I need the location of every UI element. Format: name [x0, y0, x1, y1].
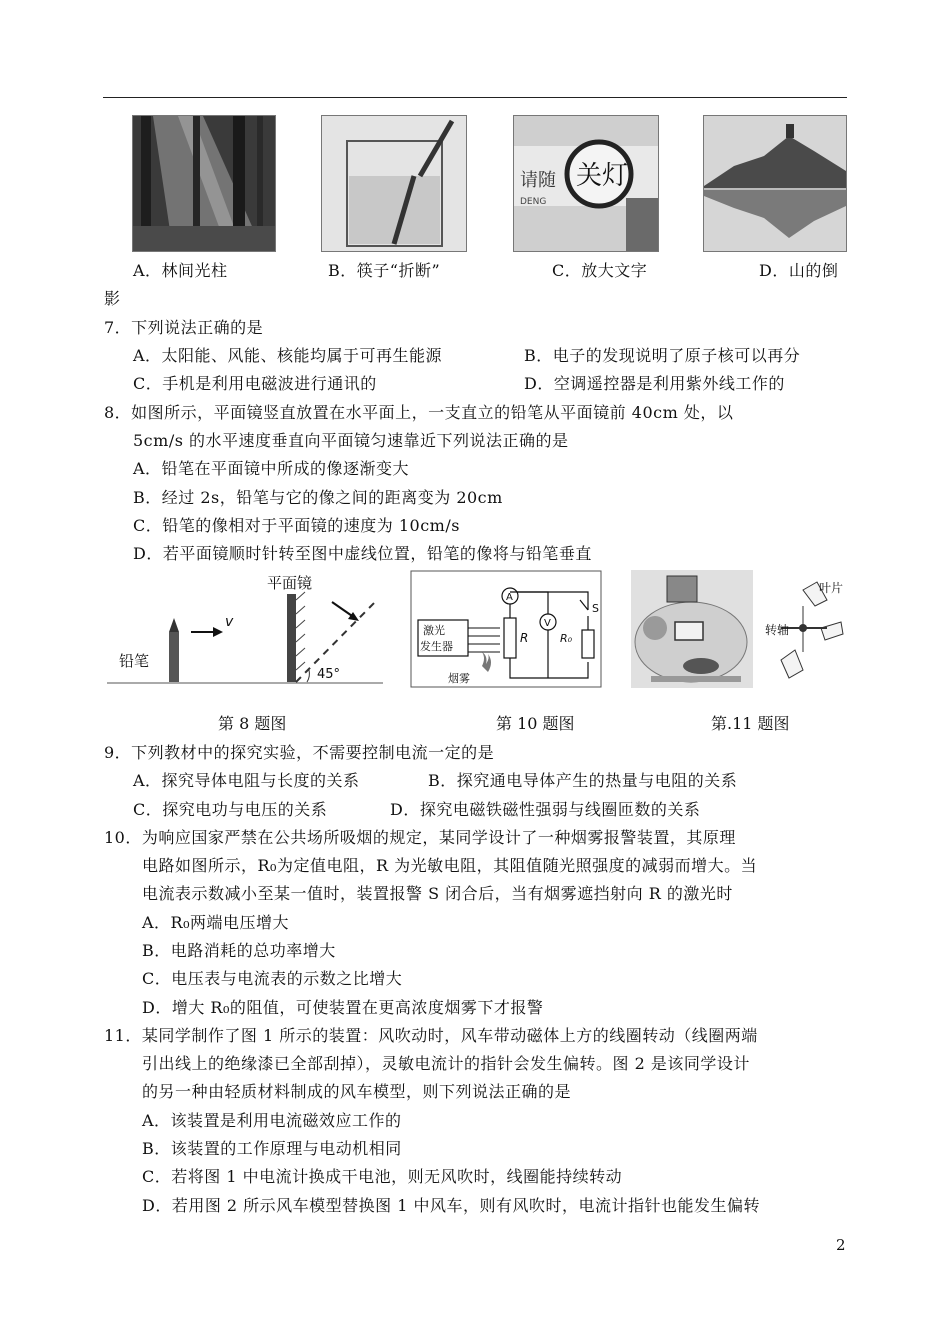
q11-option-c: C．若将图 1 中电流计换成干电池，则无风吹时，线圈能持续转动 — [142, 1167, 623, 1186]
page-number: 2 — [836, 1236, 846, 1254]
q8-option-a: A．铅笔在平面镜中所成的像逐渐变大 — [133, 459, 410, 478]
caption-fig8: 第 8 题图 — [218, 714, 287, 733]
q11-stem-1: 11．某同学制作了图 1 所示的装置：风吹动时，风车带动磁体上方的线圈转动（线圈两端 — [104, 1026, 758, 1045]
q6-option-b: B．筷子“折断” — [328, 261, 441, 280]
q11-option-d: D．若用图 2 所示风车模型替换图 1 中风车，则有风吹时，电流计指针也能发生偏转 — [142, 1196, 761, 1215]
fig8-mirror-label: 平面镜 — [267, 574, 313, 592]
q11-option-a: A．该装置是利用电流磁效应工作的 — [142, 1111, 402, 1130]
q9-option-c: C．探究电功与电压的关系 — [133, 800, 328, 819]
q11-option-b: B．该装置的工作原理与电动机相同 — [142, 1139, 402, 1158]
q7-option-a: A．太阳能、风能、核能均属于可再生能源 — [133, 346, 443, 365]
header-rule — [103, 97, 847, 98]
q6-option-d: D．山的倒 — [759, 261, 839, 280]
fig11-shaft-label: 转轴 — [765, 623, 790, 637]
sign-pinyin-text: DENG — [520, 197, 547, 207]
fig10-smoke-label: 烟雾 — [448, 672, 470, 685]
q10-stem-2: 电路如图所示，R₀为定值电阻，R 为光敏电阻，其阻值随光照强度的减弱而增大。当 — [142, 856, 758, 875]
q11-stem-3: 的另一种由轻质材料制成的风车模型，则下列说法正确的是 — [142, 1082, 572, 1101]
chopstick-beaker-photo — [321, 115, 467, 252]
q7-option-c: C．手机是利用电磁波进行通讯的 — [133, 374, 377, 393]
figure-11-wind-generator — [631, 570, 847, 688]
q10-stem-1: 10．为响应国家严禁在公共场所吸烟的规定，某同学设计了一种烟雾报警装置，其原理 — [104, 828, 736, 847]
q10-option-a: A．R₀两端电压增大 — [142, 913, 290, 932]
q7-stem: 7．下列说法正确的是 — [104, 318, 264, 337]
q7-option-d: D．空调遥控器是利用紫外线工作的 — [524, 374, 785, 393]
fig10-laser-label-1: 激光 — [423, 624, 445, 637]
q8-option-b: B．经过 2s，铅笔与它的像之间的距离变为 20cm — [133, 488, 503, 507]
fig10-switch-label: S — [592, 602, 599, 615]
q9-stem: 9．下列教材中的探究实验，不需要控制电流一定的是 — [104, 743, 495, 762]
mountain-reflection-photo — [703, 115, 847, 252]
q10-option-b: B．电路消耗的总功率增大 — [142, 941, 336, 960]
caption-fig10: 第 10 题图 — [496, 714, 575, 733]
q10-stem-3: 电流表示数减小至某一值时，装置报警 S 闭合后，当有烟雾遮挡射向 R 的激光时 — [142, 884, 733, 903]
q8-stem-2: 5cm/s 的水平速度垂直向平面镜匀速靠近下列说法正确的是 — [133, 431, 569, 450]
q6-option-d-wrap: 影 — [104, 289, 121, 308]
forest-light-photo — [132, 115, 276, 252]
figure-10-smoke-alarm-circuit — [410, 570, 602, 688]
q10-option-c: C．电压表与电流表的示数之比增大 — [142, 969, 403, 988]
q8-stem-1: 8．如图所示，平面镜竖直放置在水平面上，一支直立的铅笔从平面镜前 40cm 处，以 — [104, 403, 734, 422]
q10-option-d: D．增大 R₀的阻值，可使装置在更高浓度烟雾下才报警 — [142, 998, 544, 1017]
fig10-resistor-label: R — [520, 631, 529, 645]
q9-option-d: D．探究电磁铁磁性强弱与线圈匝数的关系 — [390, 800, 701, 819]
q9-option-a: A．探究导体电阻与长度的关系 — [133, 771, 360, 790]
fig10-laser-label-2: 发生器 — [420, 640, 453, 653]
caption-fig11: 第.11 题图 — [711, 714, 790, 733]
sign-left-text: 请随 — [520, 170, 556, 191]
q6-option-a: A．林间光柱 — [133, 261, 228, 280]
fig8-angle-label: 45° — [317, 667, 341, 682]
q7-option-b: B．电子的发现说明了原子核可以再分 — [524, 346, 801, 365]
q11-stem-2: 引出线上的绝缘漆已全部刮掉），灵敏电流计的指针会发生偏转。图 2 是该同学设计 — [142, 1054, 750, 1073]
fig10-fixed-resistor-label: R₀ — [560, 632, 573, 645]
fig8-velocity-label: v — [225, 614, 234, 630]
q6-option-c: C．放大文字 — [552, 261, 648, 280]
fig10-ammeter-label: A — [506, 592, 513, 603]
fig10-voltmeter-label: V — [544, 618, 551, 629]
magnifier-photo — [513, 115, 659, 252]
sign-right-text: 关灯 — [576, 161, 629, 191]
figure-8-mirror-pencil — [107, 570, 383, 688]
q9-option-b: B．探究通电导体产生的热量与电阻的关系 — [428, 771, 738, 790]
fig8-pencil-label: 铅笔 — [119, 652, 150, 670]
q8-option-d: D．若平面镜顺时针转至图中虚线位置，铅笔的像将与铅笔垂直 — [133, 544, 592, 563]
q8-option-c: C．铅笔的像相对于平面镜的速度为 10cm/s — [133, 516, 460, 535]
fig11-blade-label: 叶片 — [819, 581, 844, 595]
